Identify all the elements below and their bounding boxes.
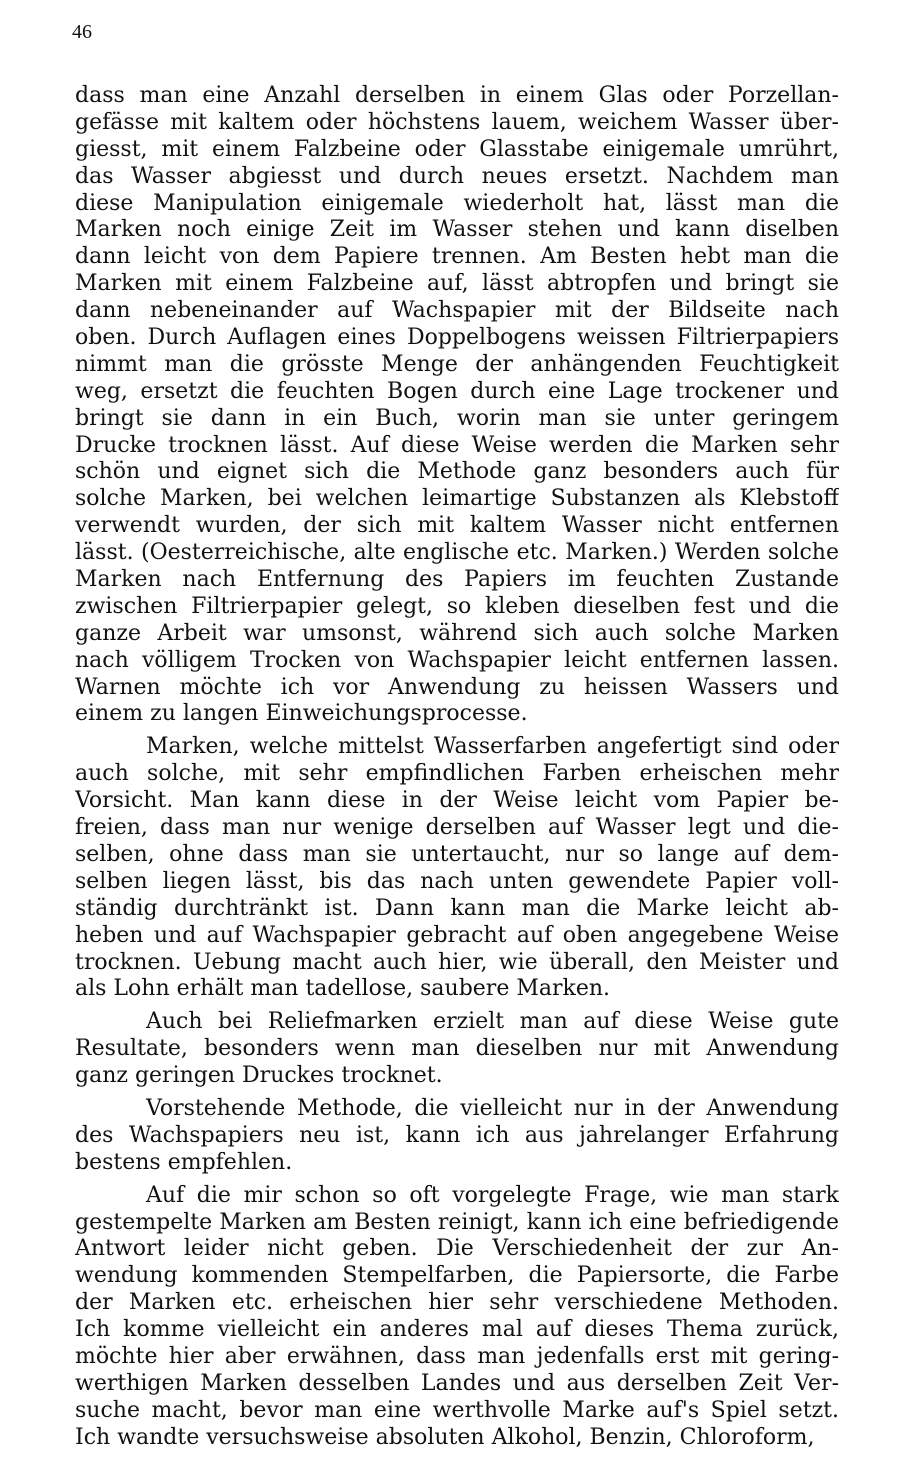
text-line: der Marken etc. erheischen hier sehr verschiedene Methoden. — [75, 1290, 839, 1316]
text-line: bestens empfehlen. — [75, 1149, 293, 1175]
text-line: heben und auf Wachspapier gebracht auf oben angegebene Weise — [75, 922, 839, 948]
text-line: schön und eignet sich die Methode ganz besonders auch für — [75, 459, 839, 485]
text-line: einem zu langen Einweichungsprocesse. — [75, 701, 528, 727]
text-line: das Wasser abgiesst und durch neues ersetzt. Nachdem man — [75, 163, 839, 189]
text-line: werthigen Marken desselben Landes und aus derselben Zeit Ver- — [75, 1370, 839, 1396]
text-line: diese Manipulation einigemale wiederholt hat, lässt man die — [75, 190, 839, 216]
text-line: oben. Durch Auflagen eines Doppelbogens weissen Filtrierpapiers — [75, 325, 839, 351]
page-number: 46 — [72, 21, 92, 43]
text-line: dann nebeneinander auf Wachspapier mit der Bildseite nach — [75, 298, 839, 324]
text-line: lässt. (Oesterreichische, alte englische etc. Marken.) Werden solche — [75, 540, 839, 566]
text-line: auch solche, mit sehr empfindlichen Farben erheischen mehr — [75, 761, 839, 787]
text-line: ständig durchtränkt ist. Dann kann man die Marke leicht ab- — [75, 895, 839, 921]
paragraph — [75, 1183, 839, 1452]
text-line: des Wachspapiers neu ist, kann ich aus jahrelanger Erfahrung — [75, 1122, 839, 1148]
text-line: Antwort leider nicht geben. Die Verschiedenheit der zur An- — [75, 1236, 839, 1262]
paragraph — [75, 1009, 839, 1090]
text-line: gefässe mit kaltem oder höchstens lauem, weichem Wasser über- — [75, 109, 839, 135]
paragraph — [75, 83, 839, 728]
text-line: trocknen. Uebung macht auch hier, wie überall, den Meister und — [75, 949, 839, 975]
text-line: Vorstehende Methode, die vielleicht nur in der Anwendung — [146, 1095, 839, 1121]
text-line: nach völligem Trocken von Wachspapier leicht entfernen lassen. — [75, 647, 839, 673]
text-line: Marken, welche mittelst Wasserfarben angefertigt sind oder — [146, 734, 839, 760]
text-line: solche Marken, bei welchen leimartige Substanzen als Klebstoff — [75, 486, 839, 512]
text-line: nimmt man die grösste Menge der anhängenden Feuchtigkeit — [75, 351, 839, 377]
text-line: giesst, mit einem Falzbeine oder Glasstabe einigemale umrührt, — [75, 136, 839, 162]
text-line: als Lohn erhält man tadellose, saubere Marken. — [75, 976, 611, 1002]
text-line: Drucke trocknen lässt. Auf diese Weise werden die Marken sehr — [75, 432, 839, 458]
text-line: dass man eine Anzahl derselben in einem Glas oder Porzellan- — [75, 83, 839, 108]
text-line: selben liegen lässt, bis das nach unten gewendete Papier voll- — [75, 868, 839, 894]
text-line: verwendt wurden, der sich mit kaltem Wasser nicht entfernen — [75, 513, 839, 539]
text-line: bringt sie dann in ein Buch, worin man sie unter geringem — [75, 405, 839, 431]
text-line: ganz geringen Druckes trocknet. — [75, 1063, 443, 1089]
text-line: Auch bei Reliefmarken erzielt man auf diese Weise gute — [146, 1009, 839, 1035]
text-line: Marken nach Entfernung des Papiers im feuchten Zustande — [75, 567, 839, 593]
text-line: dann leicht von dem Papiere trennen. Am Besten hebt man die — [75, 244, 839, 270]
text-line: weg, ersetzt die feuchten Bogen durch eine Lage trockener und — [75, 378, 839, 404]
text-line: wendung kommenden Stempelfarben, die Papiersorte, die Farbe — [75, 1263, 839, 1289]
text-line: freien, dass man nur wenige derselben auf Wasser legt und die- — [75, 815, 839, 841]
text-line: Warnen möchte ich vor Anwendung zu heissen Wassers und — [75, 674, 839, 700]
text-line: Vorsicht. Man kann diese in der Weise leicht vom Papier be- — [75, 788, 839, 814]
text-line: Marken mit einem Falzbeine auf, lässt abtropfen und bringt sie — [75, 271, 839, 297]
text-line: Ich komme vielleicht ein anderes mal auf dieses Thema zurück, — [75, 1317, 839, 1343]
paragraph — [75, 734, 839, 1003]
text-line: Marken noch einige Zeit im Wasser stehen und kann diselben — [75, 217, 839, 243]
text-line: suche macht, bevor man eine werthvolle Marke auf's Spiel setzt. — [75, 1397, 839, 1423]
text-line: ganze Arbeit war umsonst, während sich auch solche Marken — [75, 620, 839, 646]
text-line: Resultate, besonders wenn man dieselben nur mit Anwendung — [75, 1036, 839, 1062]
text-line: Ich wandte versuchsweise absoluten Alkohol, Benzin, Chloroform, — [75, 1424, 815, 1450]
text-line: zwischen Filtrierpapier gelegt, so kleben dieselben fest und die — [75, 593, 839, 619]
text-line: möchte hier aber erwähnen, dass man jedenfalls erst mit gering- — [75, 1343, 839, 1369]
text-line: Auf die mir schon so oft vorgelegte Frage, wie man stark — [146, 1182, 839, 1208]
body-text — [75, 83, 839, 1452]
paragraph — [75, 1096, 839, 1177]
text-line: gestempelte Marken am Besten reinigt, kann ich eine befriedigende — [75, 1209, 839, 1235]
text-line: selben, ohne dass man sie untertaucht, nur so lange auf dem- — [75, 841, 839, 867]
